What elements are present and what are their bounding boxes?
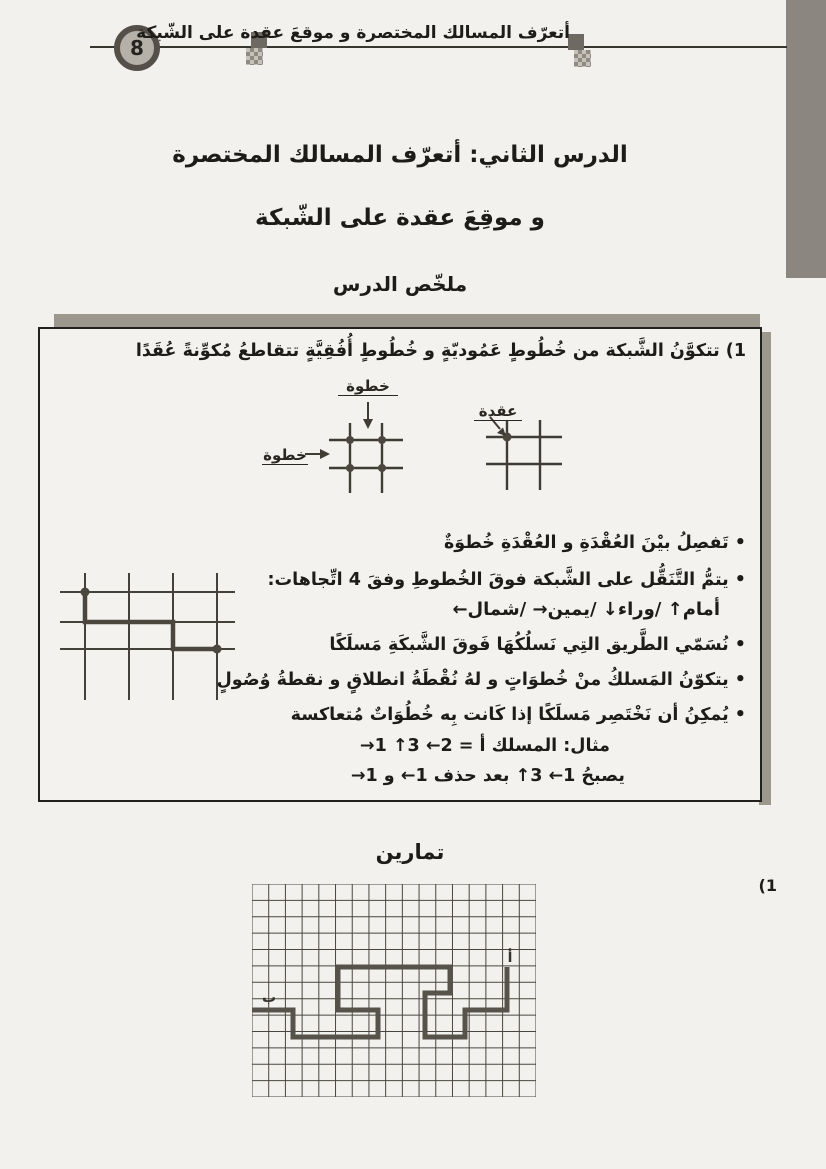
- step-grid-nodes: [346, 436, 386, 472]
- path-start-label: ب: [261, 990, 277, 1006]
- header-rule: [90, 46, 787, 48]
- exercise-1-label: 1): [758, 876, 777, 895]
- arrow-right-icon: [305, 449, 330, 459]
- sample-path-end-dot: [213, 645, 222, 654]
- bullet-step-between-nodes: • تَفصِلُ بيْنَ العُقْدَةِ و العُقْدَةِ خُطوَةٌ: [443, 533, 746, 553]
- summary-box-shadow-top: [54, 314, 760, 327]
- page-edge-strip: [786, 0, 826, 278]
- page-number: 8: [130, 36, 144, 60]
- summary-item-1: 1) تتكوَّنُ الشَّبكة من خُطُوطٍ عَمُوديّةٍ و خُطُوطٍ أُفُقِيَّةٍ تتقاطعُ مُكوِّنةً عُقَدًا: [135, 341, 746, 361]
- arrow-down-icon: [363, 402, 373, 429]
- bullet-path-composition: • يتكوّنُ المَسلكُ منْ خُطوَاتٍ و لهُ نُقْطَةُ انطلاقٍ و نقطةُ وُصُولٍ: [216, 670, 746, 690]
- header-title: أتعرّف المسالك المختصرة و موقعَ عقدة على الشّبكة: [136, 23, 570, 43]
- example-line-2: يصبحُ 1← 3↑ بعد حذف 1← و 1→: [350, 766, 625, 786]
- directions-line: أمام↑ /وراء↓ /يمين→ /شمال←: [452, 599, 720, 620]
- label-node: عقدة: [474, 402, 522, 421]
- bullet-four-directions: • يتمُّ التَّنَقُّل على الشَّبكة فوقَ الخُطوطِ وفقَ 4 اتِّجاهات:: [267, 570, 746, 590]
- lesson-title-line2: و موقِعَ عقدة على الشّبكة: [255, 205, 545, 231]
- bullet-path-name: • نُسَمّي الطَّريق التِي نَسلُكُهَا فَوقَ الشَّبكَةِ مَسلَكًا: [329, 635, 746, 655]
- step-grid-lines: [329, 423, 403, 493]
- lesson-subtitle: ملخّص الدرس: [332, 272, 468, 296]
- lesson-title-line1: الدرس الثاني: أتعرّف المسالك المختصرة: [172, 142, 628, 168]
- step-node-diagram: [250, 375, 600, 510]
- label-step-left: خطوة: [263, 446, 307, 464]
- label-step-top: خطوة: [338, 377, 398, 396]
- header-ornament-right-dark-square: [568, 34, 584, 50]
- path-end-label: أ: [507, 950, 513, 966]
- header-ornament-right-checker-square: [574, 50, 591, 67]
- exercise-grid: [252, 884, 536, 1097]
- example-line-1: مثال: المسلك أ = 2← 3↑ 1→: [359, 736, 610, 756]
- sample-path: [85, 592, 217, 649]
- bullet-shorten-path: • يُمكِنُ أن نَخْتَصِر مَسلَكًا إذا كَانت بِه خُطُوَاتٌ مُتعاكسة: [290, 705, 746, 725]
- grid-lines-layer: [252, 884, 536, 1097]
- summary-box: [38, 327, 762, 802]
- exercises-title: تمارين: [375, 840, 445, 864]
- sample-path-start-dot: [81, 588, 90, 597]
- node-grid-lines: [486, 420, 562, 490]
- header-ornament-left-checker-square: [246, 48, 263, 65]
